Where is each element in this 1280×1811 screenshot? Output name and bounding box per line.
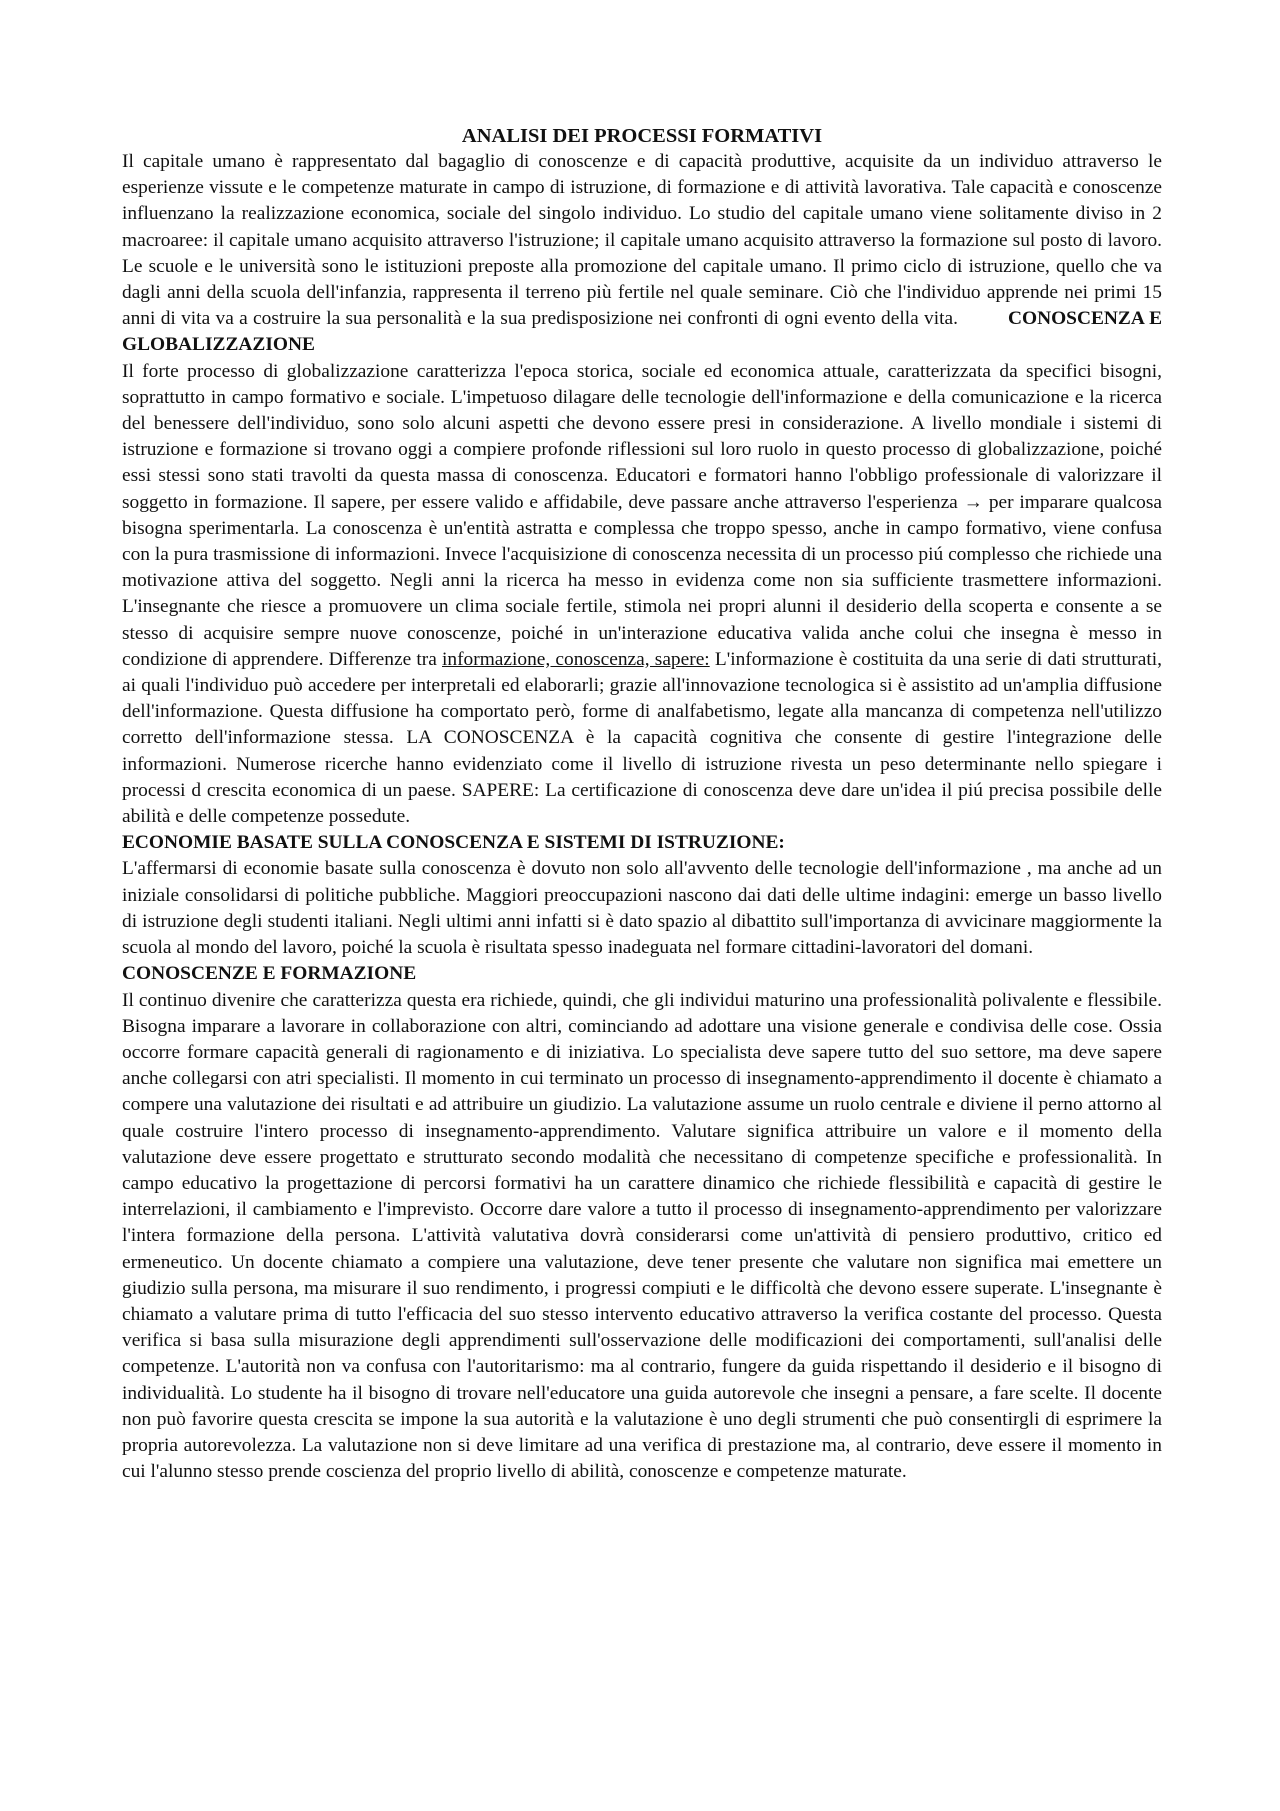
underlined-phrase: informazione, conoscenza, sapere: [442,648,710,670]
paragraph-capitale-umano [122,149,1162,359]
section-heading-conoscenze-formazione: CONOSCENZE E FORMAZIONE [122,963,417,985]
document-page [122,123,1162,1485]
section-heading-conoscenza-globalizzazione: CONOSCENZA E GLOBALIZZAZIONE [122,308,1162,356]
paragraph-economie: L'affermarsi di economie basate sulla conoscenza è dovuto non solo all'avvento delle tecnologie dell'informazione , ma anche ad un iniziale consolidarsi di politiche pubbliche. Maggiori preoccupazioni nascono dai dati delle ultime indagini: emerge un basso livello di istruzione degli studenti italiani. Negli ultimi anni infatti si è dato spazio al dibattito sull'importanza di avvicinare maggiormente la scuola al mondo del lavoro, poiché la scuola è risultata spesso inadeguata nel formare cittadini-lavoratori del domani. [122,858,1162,959]
paragraph-formazione: Il continuo divenire che caratterizza questa era richiede, quindi, che gli individui maturino una professionalità polivalente e flessibile. Bisogna imparare a lavorare in collaborazione con altri, cominciando ad adottare una visione generale e condivisa delle cose. Ossia occorre formare capacità generali di ragionamento e di iniziativa. Lo specialista deve sapere tutto del suo settore, ma deve sapere anche collegarsi con atri specialisti. Il momento in cui terminato un processo di insegnamento-apprendimento il docente è chiamato a compere una valutazione dei risultati e ad attribuire un giudizio. La valutazione assume un ruolo centrale e diviene il perno attorno al quale costruire l'intero processo di insegnamento-apprendimento. Valutare significa attribuire un valore e il momento della valutazione deve essere progettato e strutturato secondo modalità che necessitano di competenze specifiche e professionalità. In campo educativo la progettazione di percorsi formativi ha un carattere dinamico che richiede flessibilità e capacità di gestire le interrelazioni, il cambiamento e l'imprevisto. Occorre dare valore a tutto il processo di insegnamento-apprendimento per valorizzare l'intera formazione della persona. L'attività valutativa dovrà considerarsi come un'attività di pensiero produttivo, critico ed ermeneutico. Un docente chiamato a compiere una valutazione, deve tener presente che valutare non significa mai emettere un giudizio sulla persona, ma misurare il suo rendimento, i progressi compiuti e le difficoltà che devono essere superate. L'insegnante è chiamato a valutare prima di tutto l'efficacia del suo stesso intervento educativo attraverso la verifica costante del processo. Questa verifica si basa sulla misurazione degli apprendimenti sull'osservazione delle modificazioni dei comportamenti, sull'analisi delle competenze. L'autorità non va confusa con l'autoritarismo: ma al contrario, fungere da guida rispettando il desiderio e il bisogno di individualità. Lo studente ha il bisogno di trovare nell'educatore una guida autorevole che insegni a pensare, a fare scelte. Il docente non può favorire questa crescita se impone la sua autorità e la valutazione è uno degli strumenti che può consentirgli di esprimere la propria autorevolezza. La valutazione non si deve limitare ad una verifica di prestazione ma, al contrario, deve essere il momento in cui l'alunno stesso prende coscienza del proprio livello di abilità, conoscenze e competenze maturate. [122,989,1162,1483]
document-title: ANALISI DEI PROCESSI FORMATIVI [461,125,823,147]
paragraph-text: Il forte processo di globalizzazione caratterizza l'epoca storica, sociale ed economica attuale, caratterizzata da specifici bisogni, soprattutto in campo formativo e sociale. L'impetuoso dilagare delle tecnologie dell'informazione e della comunicazione e la ricerca del benessere dell'individuo, sono solo alcuni aspetti che devono essere presi in considerazione. A livello mondiale i sistemi di istruzione e formazione si trovano oggi a compiere profonde riflessioni sul loro ruolo in questo processo di globalizzazione, poiché essi stessi sono stati travolti da questa massa di conoscenza. Educatori e formatori hanno l'obbligo professionale di valorizzare il soggetto in formazione. Il sapere, per essere valido e affidabile, deve passare anche attraverso l'esperienza → per imparare qualcosa bisogna sperimentarla. La conoscenza è un'entità astratta e complessa che troppo spesso, anche in campo formativo, viene confusa con la pura trasmissione di informazioni. Invece l'acquisizione di conoscenza necessita di un processo piú complesso che richiede una motivazione attiva del soggetto. Negli anni la ricerca ha messo in evidenza come non sia sufficiente trasmettere informazioni. L'insegnante che riesce a promuovere un clima sociale fertile, stimola nei propri alunni il desiderio della scoperta e consente a se stesso di acquisire sempre nuove conoscenze, poiché in un'interazione educativa valida anche colui che insegna è messo in condizione di apprendere. Differenze tra [122,360,1162,670]
paragraph-text: Il capitale umano è rappresentato dal bagaglio di conoscenze e di capacità produttive, acquisite da un individuo attraverso le esperienze vissute e le competenze maturate in campo di istruzione, di formazione e di attività lavorativa. Tale capacità e conoscenze influenzano la realizzazione economica, sociale del singolo individuo. Lo studio del capitale umano viene solitamente diviso in 2 macroaree: il capitale umano acquisito attraverso l'istruzione; il capitale umano acquisito attraverso la formazione sul posto di lavoro. Le scuole e le università sono le istituzioni preposte alla promozione del capitale umano. Il primo ciclo di istruzione, quello che va dagli anni della scuola dell'infanzia, rappresenta il terreno più fertile nel quale seminare. Ciò che l'individuo apprende nei primi 15 anni di vita va a costruire la sua personalità e la sua predisposizione nei confronti di ogni evento della vita. [122,151,1162,330]
paragraph-globalizzazione [122,359,1162,831]
section-heading-economie: ECONOMIE BASATE SULLA CONOSCENZA E SISTEMI DI ISTRUZIONE: [122,832,785,854]
paragraph-text: L'informazione è costituita da una serie di dati strutturati, ai quali l'individuo può accedere per interpretali ed elaborarli; grazie all'innovazione tecnologica si è assistito ad un'amplia diffusione dell'informazione. Questa diffusione ha comportato però, forme di analfabetismo, legate alla mancanza di competenza nell'utilizzo corretto dell'informazione stessa. LA CONOSCENZA è la capacità cognitiva che consente di gestire l'integrazione delle informazioni. Numerose ricerche hanno evidenziato come il livello di istruzione rivesta un peso determinante nello spiegare i processi d crescita economica di un paese. SAPERE: La certificazione di conoscenza deve dare un'idea il piú precisa possibile delle abilità e delle competenze possedute. [122,648,1162,828]
